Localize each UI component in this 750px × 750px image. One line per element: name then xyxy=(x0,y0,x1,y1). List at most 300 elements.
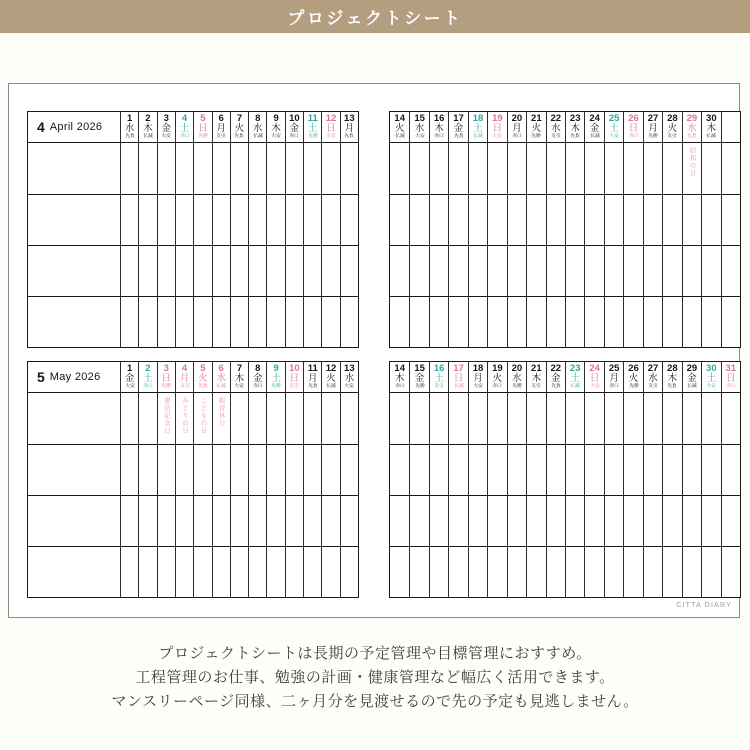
grid-cell xyxy=(526,393,545,444)
grid-cell xyxy=(448,194,467,245)
grid-cell xyxy=(340,444,358,495)
day-header-cell xyxy=(604,112,623,143)
grid-cell xyxy=(565,143,584,194)
day-header-cell xyxy=(429,112,448,143)
day-number: 15 xyxy=(414,363,425,374)
grid-cell xyxy=(429,194,448,245)
weekday-kanji: 土 xyxy=(609,123,619,134)
day-header-cell xyxy=(266,362,284,393)
day-number: 2 xyxy=(145,113,151,124)
rokuyo-label: 先負 xyxy=(124,134,135,139)
day-number: 12 xyxy=(325,113,337,124)
day-number: 10 xyxy=(289,113,300,124)
day-number: 24 xyxy=(589,363,600,374)
grid-cell xyxy=(28,546,120,597)
day-header-cell xyxy=(487,362,506,393)
grid-cell xyxy=(193,194,211,245)
day-header-cell xyxy=(526,362,545,393)
day-number: 28 xyxy=(667,113,678,124)
day-header-cell xyxy=(623,112,642,143)
grid-cell xyxy=(565,393,584,444)
grid-cell xyxy=(120,546,138,597)
day-number: 3 xyxy=(163,113,169,124)
grid-cell xyxy=(701,495,720,546)
grid-cell xyxy=(623,194,642,245)
grid-cell xyxy=(120,495,138,546)
grid-cell xyxy=(230,194,248,245)
grid-cell xyxy=(212,194,230,245)
day-header-cell xyxy=(468,112,487,143)
weekday-kanji: 火 xyxy=(394,123,405,134)
grid-cell xyxy=(721,393,740,444)
grid-cell xyxy=(303,296,321,347)
month-label xyxy=(28,112,120,143)
grid-cell xyxy=(546,143,565,194)
grid-cell xyxy=(212,143,230,194)
grid-cell xyxy=(212,296,230,347)
day-number: 23 xyxy=(569,363,581,374)
rokuyo-label: 先負 xyxy=(570,134,581,139)
grid-cell xyxy=(28,143,120,194)
rokuyo-label: 仏滅 xyxy=(570,384,581,389)
rokuyo-label: 友引 xyxy=(289,384,300,389)
rokuyo-label: 仏滅 xyxy=(687,384,697,389)
calendar-block-may-right xyxy=(389,361,741,598)
day-number: 17 xyxy=(453,363,464,374)
day-header-cell xyxy=(682,362,701,393)
calendar-block-may-left xyxy=(27,361,359,598)
day-number: 13 xyxy=(344,113,355,124)
grid-cell xyxy=(487,143,506,194)
grid-cell xyxy=(321,143,339,194)
rokuyo-label: 先負 xyxy=(550,384,561,389)
day-number: 8 xyxy=(255,363,261,374)
grid-cell xyxy=(390,296,409,347)
grid-cell xyxy=(565,546,584,597)
grid-cell xyxy=(526,296,545,347)
day-header-cell xyxy=(212,112,230,143)
weekday-kanji: 水 xyxy=(648,373,658,384)
grid-cell xyxy=(487,444,506,495)
rokuyo-label: 仏滅 xyxy=(143,134,153,139)
grid-cell xyxy=(321,194,339,245)
grid-cell xyxy=(701,194,720,245)
grid-cell xyxy=(662,393,681,444)
grid-cell xyxy=(721,194,740,245)
grid-cell xyxy=(409,444,428,495)
rokuyo-label: 友引 xyxy=(216,134,226,139)
grid-cell xyxy=(526,546,545,597)
grid-cell xyxy=(266,393,284,444)
day-header-cell xyxy=(157,112,175,143)
grid-cell xyxy=(701,245,720,296)
grid-cell xyxy=(604,444,623,495)
grid-cell xyxy=(546,393,565,444)
holiday-label: 振替休日 xyxy=(217,397,225,427)
day-header-cell xyxy=(546,362,565,393)
day-number: 18 xyxy=(472,363,484,374)
weekday-kanji: 木 xyxy=(531,373,542,384)
day-number: 8 xyxy=(255,113,261,124)
grid-cell xyxy=(507,495,526,546)
day-header-cell xyxy=(157,362,175,393)
day-number: 12 xyxy=(325,363,337,374)
day-header-cell xyxy=(230,362,248,393)
grid-cell xyxy=(285,546,303,597)
rokuyo-label: 先勝 xyxy=(648,134,658,139)
grid-cell xyxy=(429,546,448,597)
weekday-kanji: 火 xyxy=(326,373,336,384)
grid-cell xyxy=(120,393,138,444)
rokuyo-label: 友引 xyxy=(648,384,658,389)
rokuyo-label: 大安 xyxy=(344,384,355,389)
weekday-kanji: 土 xyxy=(143,373,153,384)
rokuyo-label: 赤口 xyxy=(725,384,736,389)
day-number: 5 xyxy=(200,113,206,124)
rokuyo-label: 友引 xyxy=(434,384,444,389)
grid-cell xyxy=(721,296,740,347)
day-number: 6 xyxy=(218,363,224,374)
grid-cell xyxy=(662,444,681,495)
weekday-kanji: 土 xyxy=(434,373,444,384)
month-name: April 2026 xyxy=(49,121,103,133)
weekday-kanji: 月 xyxy=(344,123,355,134)
grid-cell xyxy=(303,393,321,444)
weekday-kanji: 土 xyxy=(570,373,580,384)
weekday-kanji: 日 xyxy=(726,373,736,384)
grid-cell xyxy=(526,495,545,546)
rokuyo-label: 先勝 xyxy=(307,134,318,139)
day-header-cell xyxy=(701,362,720,393)
grid-cell xyxy=(623,245,642,296)
grid-cell xyxy=(409,143,428,194)
grid-cell xyxy=(584,143,603,194)
month-number: 4 xyxy=(37,119,45,135)
day-header-cell xyxy=(248,112,266,143)
grid-cell xyxy=(487,194,506,245)
weekday-kanji: 木 xyxy=(143,123,153,134)
day-number: 21 xyxy=(531,113,542,124)
holiday-label: みどりの日 xyxy=(181,397,189,435)
grid-cell xyxy=(487,546,506,597)
grid-cell xyxy=(285,495,303,546)
weekday-kanji: 日 xyxy=(453,373,464,384)
grid-cell xyxy=(546,546,565,597)
day-number: 19 xyxy=(492,363,503,374)
grid-cell xyxy=(604,296,623,347)
grid-cell xyxy=(662,296,681,347)
grid-cell xyxy=(230,143,248,194)
grid-cell xyxy=(409,194,428,245)
grid-cell xyxy=(429,495,448,546)
grid-cell xyxy=(546,245,565,296)
grid-cell xyxy=(303,546,321,597)
day-number: 26 xyxy=(628,363,639,374)
day-header-cell xyxy=(303,362,321,393)
weekday-kanji: 火 xyxy=(234,123,245,134)
weekday-kanji: 日 xyxy=(326,123,336,134)
grid-cell xyxy=(175,143,193,194)
grid-cell xyxy=(230,296,248,347)
weekday-kanji: 木 xyxy=(394,373,405,384)
grid-cell xyxy=(507,444,526,495)
grid-cell xyxy=(546,495,565,546)
grid-cell xyxy=(507,245,526,296)
grid-cell xyxy=(175,194,193,245)
rokuyo-label: 赤口 xyxy=(628,134,639,139)
day-number: 11 xyxy=(307,363,318,374)
grid-cell xyxy=(468,245,487,296)
grid-cell xyxy=(212,393,230,444)
grid-cell xyxy=(390,143,409,194)
day-header-cell xyxy=(623,362,642,393)
day-number: 27 xyxy=(647,113,659,124)
grid-cell xyxy=(448,245,467,296)
day-number: 15 xyxy=(414,113,425,124)
grid-cell xyxy=(507,296,526,347)
grid-cell xyxy=(157,546,175,597)
grid-cell xyxy=(266,546,284,597)
weekday-kanji: 日 xyxy=(289,373,300,384)
month-name: May 2026 xyxy=(49,371,101,383)
day-header-cell xyxy=(507,362,526,393)
grid-cell xyxy=(175,245,193,296)
grid-cell xyxy=(285,296,303,347)
grid-cell xyxy=(721,444,740,495)
day-number: 30 xyxy=(706,113,717,124)
weekday-kanji: 土 xyxy=(307,123,318,134)
weekday-kanji: 木 xyxy=(434,123,444,134)
grid-cell xyxy=(303,495,321,546)
weekday-kanji: 火 xyxy=(531,123,542,134)
month-number: 5 xyxy=(37,369,45,385)
weekday-kanji: 水 xyxy=(414,123,425,134)
day-number: 22 xyxy=(550,363,562,374)
rokuyo-label: 赤口 xyxy=(394,384,405,389)
weekday-kanji: 水 xyxy=(344,373,355,384)
grid-cell xyxy=(321,245,339,296)
grid-cell xyxy=(623,495,642,546)
day-header-cell xyxy=(303,112,321,143)
grid-cell xyxy=(604,393,623,444)
rokuyo-label: 先負 xyxy=(687,134,697,139)
grid-cell xyxy=(662,143,681,194)
grid-cell xyxy=(662,495,681,546)
rokuyo-label: 赤口 xyxy=(492,384,503,389)
grid-cell xyxy=(429,444,448,495)
rokuyo-label: 友引 xyxy=(550,134,561,139)
grid-cell xyxy=(409,546,428,597)
day-header-cell xyxy=(340,362,358,393)
weekday-kanji: 月 xyxy=(179,373,190,384)
grid-cell xyxy=(340,495,358,546)
weekday-kanji: 月 xyxy=(216,123,226,134)
day-number: 7 xyxy=(236,113,243,124)
rokuyo-label: 大安 xyxy=(609,134,619,139)
grid-cell xyxy=(138,495,156,546)
grid-cell xyxy=(468,194,487,245)
rokuyo-label: 仏滅 xyxy=(394,134,405,139)
weekday-kanji: 木 xyxy=(271,123,281,134)
grid-cell xyxy=(584,296,603,347)
day-header-cell xyxy=(643,362,662,393)
grid-cell xyxy=(175,495,193,546)
day-header-cell xyxy=(682,112,701,143)
rokuyo-label: 赤口 xyxy=(289,134,300,139)
day-number: 30 xyxy=(706,363,717,374)
grid-cell xyxy=(285,393,303,444)
weekday-kanji: 火 xyxy=(492,373,503,384)
grid-cell xyxy=(721,143,740,194)
weekday-kanji: 木 xyxy=(667,373,678,384)
day-number: 1 xyxy=(127,363,133,374)
weekday-kanji: 火 xyxy=(667,123,678,134)
rokuyo-label: 大安 xyxy=(161,134,172,139)
day-header-cell xyxy=(526,112,545,143)
grid-cell xyxy=(285,245,303,296)
rokuyo-label: 先勝 xyxy=(271,384,281,389)
grid-cell xyxy=(721,546,740,597)
grid-cell xyxy=(212,444,230,495)
day-number: 1 xyxy=(127,113,133,124)
grid-cell xyxy=(138,546,156,597)
grid-cell xyxy=(429,143,448,194)
grid-cell xyxy=(701,393,720,444)
rokuyo-label: 仏滅 xyxy=(453,384,464,389)
grid-cell xyxy=(526,245,545,296)
grid-cell xyxy=(193,444,211,495)
rokuyo-label: 先負 xyxy=(344,134,355,139)
weekday-kanji: 金 xyxy=(414,373,425,384)
day-header-cell xyxy=(584,112,603,143)
day-number: 13 xyxy=(344,363,355,374)
grid-cell xyxy=(526,444,545,495)
grid-cell xyxy=(248,296,266,347)
weekday-kanji: 土 xyxy=(179,123,190,134)
grid-cell xyxy=(565,296,584,347)
grid-cell xyxy=(584,495,603,546)
grid-cell xyxy=(468,495,487,546)
day-header-cell xyxy=(662,362,681,393)
day-header-cell xyxy=(321,362,339,393)
grid-cell xyxy=(138,143,156,194)
day-header-cell xyxy=(721,112,740,143)
day-header-cell xyxy=(120,362,138,393)
grid-cell xyxy=(266,444,284,495)
day-header-cell xyxy=(565,362,584,393)
grid-cell xyxy=(662,194,681,245)
weekday-kanji: 火 xyxy=(198,373,208,384)
holiday-label: こどもの日 xyxy=(199,397,207,435)
day-number: 31 xyxy=(725,363,737,374)
grid-cell xyxy=(448,393,467,444)
rokuyo-label: 大安 xyxy=(492,134,503,139)
grid-cell xyxy=(28,393,120,444)
grid-cell xyxy=(623,546,642,597)
weekday-kanji: 金 xyxy=(687,373,697,384)
rokuyo-label: 先勝 xyxy=(531,134,542,139)
grid-cell xyxy=(623,444,642,495)
day-header-cell xyxy=(340,112,358,143)
rokuyo-label: 先勝 xyxy=(414,384,425,389)
grid-cell xyxy=(701,444,720,495)
grid-cell xyxy=(390,245,409,296)
day-number: 9 xyxy=(273,113,279,124)
grid-cell xyxy=(565,495,584,546)
day-header-cell xyxy=(507,112,526,143)
day-header-cell xyxy=(468,362,487,393)
day-header-cell xyxy=(448,362,467,393)
description-line: マンスリーページ同様、二ヶ月分を見渡せるので先の予定も見逃しません。 xyxy=(111,693,639,710)
day-number: 16 xyxy=(433,113,445,124)
rokuyo-label: 仏滅 xyxy=(706,134,717,139)
weekday-kanji: 水 xyxy=(687,123,697,134)
weekday-kanji: 水 xyxy=(216,373,226,384)
grid-cell xyxy=(157,194,175,245)
day-number: 27 xyxy=(647,363,659,374)
rokuyo-label: 赤口 xyxy=(434,134,444,139)
grid-cell xyxy=(193,546,211,597)
weekday-kanji: 土 xyxy=(473,123,483,134)
grid-cell xyxy=(157,296,175,347)
day-header-cell xyxy=(193,362,211,393)
grid-cell xyxy=(643,495,662,546)
day-number: 25 xyxy=(608,113,620,124)
weekday-kanji: 金 xyxy=(589,123,600,134)
day-header-cell xyxy=(546,112,565,143)
grid-cell xyxy=(120,245,138,296)
grid-cell xyxy=(212,546,230,597)
rokuyo-label: 仏滅 xyxy=(216,384,226,389)
day-header-cell xyxy=(175,362,193,393)
day-header-cell xyxy=(230,112,248,143)
header-banner xyxy=(0,0,750,33)
grid-cell xyxy=(212,245,230,296)
rokuyo-label: 赤口 xyxy=(609,384,619,389)
grid-cell xyxy=(429,296,448,347)
grid-cell xyxy=(643,393,662,444)
day-header-cell xyxy=(175,112,193,143)
weekday-kanji: 月 xyxy=(609,373,619,384)
grid-cell xyxy=(448,495,467,546)
day-header-cell xyxy=(120,112,138,143)
grid-cell xyxy=(584,194,603,245)
description-line: 工程管理のお仕事、勉強の計画・健康管理など幅広く活用できます。 xyxy=(135,669,615,686)
grid-cell xyxy=(604,495,623,546)
calendar-block-april-right xyxy=(389,111,741,348)
grid-cell xyxy=(138,393,156,444)
grid-cell xyxy=(526,143,545,194)
weekday-kanji: 水 xyxy=(551,123,561,134)
planner-page xyxy=(8,83,740,618)
holiday-label: 昭和の日 xyxy=(688,147,696,177)
rokuyo-label: 先勝 xyxy=(161,384,172,389)
day-number: 23 xyxy=(569,113,581,124)
grid-cell xyxy=(120,296,138,347)
grid-cell xyxy=(248,546,266,597)
grid-cell xyxy=(409,393,428,444)
grid-cell xyxy=(157,393,175,444)
rokuyo-label: 先負 xyxy=(234,134,245,139)
grid-cell xyxy=(120,143,138,194)
day-header-cell xyxy=(138,362,156,393)
grid-cell xyxy=(468,143,487,194)
grid-cell xyxy=(623,296,642,347)
description-line: プロジェクトシートは長期の予定管理や目標管理におすすめ。 xyxy=(158,645,592,662)
day-number: 4 xyxy=(181,363,188,374)
grid-cell xyxy=(546,194,565,245)
grid-cell xyxy=(303,194,321,245)
